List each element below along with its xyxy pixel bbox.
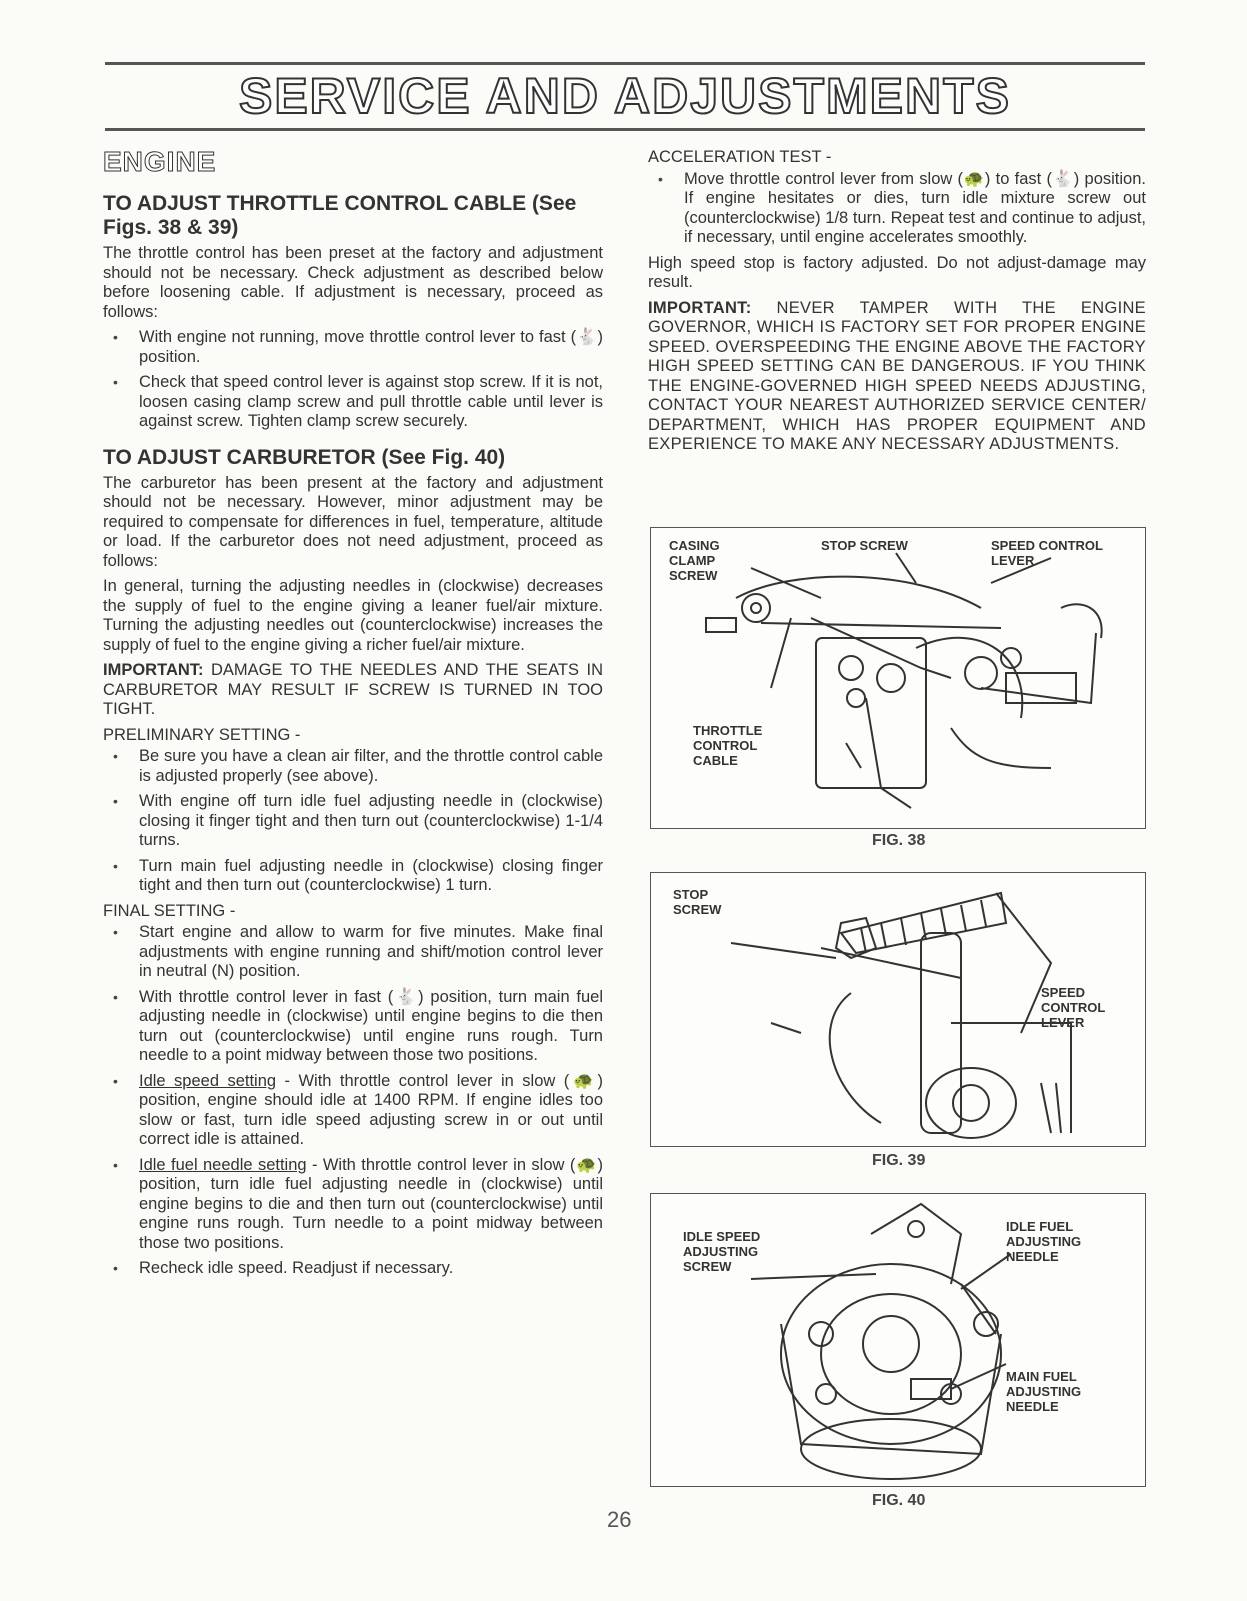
figure-39 xyxy=(650,872,1146,1147)
final-steps xyxy=(103,923,603,1279)
throttle-steps xyxy=(103,328,603,432)
label-throttle-control-cable: THROTTLE CONTROL CABLE xyxy=(693,723,763,768)
important-text: NEVER TAMPER WITH THE ENGINE GOVERNOR, WHICH IS FACTORY SET FOR PROPER ENGINE SPEED. OVERSPEEDING THE ENGINE ABOVE THE FACTORY HIGH SPEED SETTING CAN BE DANGEROUS. IF YOU THINK THE ENGINE-GOVERNED HIGH SPEED NEEDS ADJUSTING, CONTACT YOUR NEAREST AUTHORIZED SERVICE CENTER/ DEPARTMENT, WHICH HAS PROPER EQUIPMENT AND EXPERIENCE TO MAKE ANY NECESSARY ADJUSTMENTS. xyxy=(648,298,1146,453)
throttle-intro: The throttle control has been preset at the factory and adjustment should not be necessary. Check adjustment as described below before loosening cable. If adjustment is necessary, proceed as follows: xyxy=(103,244,603,321)
list-item: • Move throttle control lever from slow (🐢) to fast (🐇) position. If engine hesitates or dies, turn idle mixture screw out (counterclockwise) 1/8 turn. Repeat test and continue to adjust, if necessary, until engine accelerates smoothly. xyxy=(648,170,1146,248)
list-item xyxy=(103,1072,603,1150)
governor-warning xyxy=(648,299,1146,455)
idle-speed-text: - With throttle control lever in slow (🐢) position, engine should idle at 1400 RPM. If engine idles too slow or fast, turn idle speed adjusting screw in or out until correct idle is attained. xyxy=(139,1071,603,1148)
section-heading-engine: ENGINE xyxy=(103,146,217,177)
heading-throttle-cable: TO ADJUST THROTTLE CONTROL CABLE (See Figs. 38 & 39) xyxy=(103,192,577,239)
final-setting-label: FINAL SETTING - xyxy=(103,901,236,920)
header-rule-bottom xyxy=(105,128,1145,131)
figure-38 xyxy=(650,527,1146,829)
list-item: • Turn main fuel adjusting needle in (clockwise) closing finger tight and then turn out (counterclockwise) 1 turn. xyxy=(103,857,603,896)
important-label: IMPORTANT: xyxy=(103,661,204,679)
heading-carburetor: TO ADJUST CARBURETOR (See Fig. 40) xyxy=(103,445,506,469)
label-stop-screw: STOP SCREW xyxy=(821,538,908,553)
acceleration-test-label: ACCELERATION TEST - xyxy=(648,148,832,166)
list-item xyxy=(103,1156,603,1254)
preliminary-steps xyxy=(103,747,603,896)
throttle-linkage-illustration xyxy=(651,528,1145,828)
idle-speed-title: Idle speed setting xyxy=(139,1071,277,1090)
label-stop-screw: STOP SCREW xyxy=(673,887,722,917)
carb-general: In general, turning the adjusting needles in (clockwise) decreases the supply of fuel to the engine giving a leaner fuel/air mixture. Turning the adjusting needles out (counterclockwise) increases the supply of fuel to the engine giving a richer fuel/air mixture. xyxy=(103,577,603,654)
label-speed-control-lever: SPEED CONTROL LEVER xyxy=(1041,985,1106,1030)
acceleration-steps xyxy=(648,170,1146,248)
list-item: • Check that speed control lever is against stop screw. If it is not, loosen casing clamp screw and pull throttle cable until lever is against screw. Tighten clamp screw securely. xyxy=(103,373,603,432)
list-item: • Be sure you have a clean air filter, and the throttle control cable is adjusted properly (see above). xyxy=(103,747,603,786)
page-title: SERVICE AND ADJUSTMENTS xyxy=(238,68,1012,124)
list-item: • Recheck idle speed. Readjust if necessary. xyxy=(103,1259,603,1279)
high-speed-note: High speed stop is factory adjusted. Do not adjust-damage may result. xyxy=(648,253,1146,291)
label-speed-control-lever: SPEED CONTROL LEVER xyxy=(991,538,1103,568)
list-item: • With engine not running, move throttle control lever to fast (🐇) position. xyxy=(103,328,603,367)
page-number: 26 xyxy=(607,1507,632,1532)
idle-fuel-text: - With throttle control lever in slow (🐢) position, turn idle fuel adjusting needle in (clockwise) until engine begins to die and then turn out (counterclockwise) until engine runs rough. Turn needle to a point midway between those two positions. xyxy=(139,1155,603,1252)
figure-40 xyxy=(650,1193,1146,1487)
carb-important xyxy=(103,661,603,720)
preliminary-setting-label: PRELIMINARY SETTING - xyxy=(103,725,301,744)
left-column xyxy=(103,140,603,1285)
important-text: DAMAGE TO THE NEEDLES AND THE SEATS IN CARBURETOR MAY RESULT IF SCREW IS TURNED IN TOO TIGHT. xyxy=(103,661,603,718)
label-casing-clamp-screw: CASING CLAMP SCREW xyxy=(669,538,720,583)
important-label: IMPORTANT: xyxy=(648,298,752,317)
label-idle-speed-adjusting-screw: IDLE SPEED ADJUSTING SCREW xyxy=(683,1229,761,1274)
carb-intro: The carburetor has been present at the factory and adjustment should not be necessary. However, minor adjustment may be required to compensate for differences in fuel, temperature, altitude or load. If the carburetor does not need adjustment, proceed as follows: xyxy=(103,473,603,570)
label-main-fuel-adjusting-needle: MAIN FUEL ADJUSTING NEEDLE xyxy=(1006,1369,1082,1414)
figure-38-caption: FIG. 38 xyxy=(872,832,926,849)
label-idle-fuel-adjusting-needle: IDLE FUEL ADJUSTING NEEDLE xyxy=(1006,1219,1082,1264)
figure-40-caption: FIG. 40 xyxy=(872,1492,926,1509)
list-item: • With throttle control lever in fast (🐇) position, turn main fuel adjusting needle in (clockwise) until engine begins to die then turn out (counterclockwise) until engine runs rough. Turn needle to a point midway between those two positions. xyxy=(103,988,603,1066)
list-item: • Start engine and allow to warm for five minutes. Make final adjustments with engine running and shift/motion control lever in neutral (N) position. xyxy=(103,923,603,982)
list-item: • With engine off turn idle fuel adjusting needle in (clockwise) closing it finger tight and then turn out (counterclockwise) 1-1/4 turns. xyxy=(103,792,603,851)
header-rule-top xyxy=(105,62,1145,65)
figure-39-caption: FIG. 39 xyxy=(872,1152,926,1169)
right-column xyxy=(648,148,1146,461)
idle-fuel-title: Idle fuel needle setting xyxy=(139,1155,307,1174)
